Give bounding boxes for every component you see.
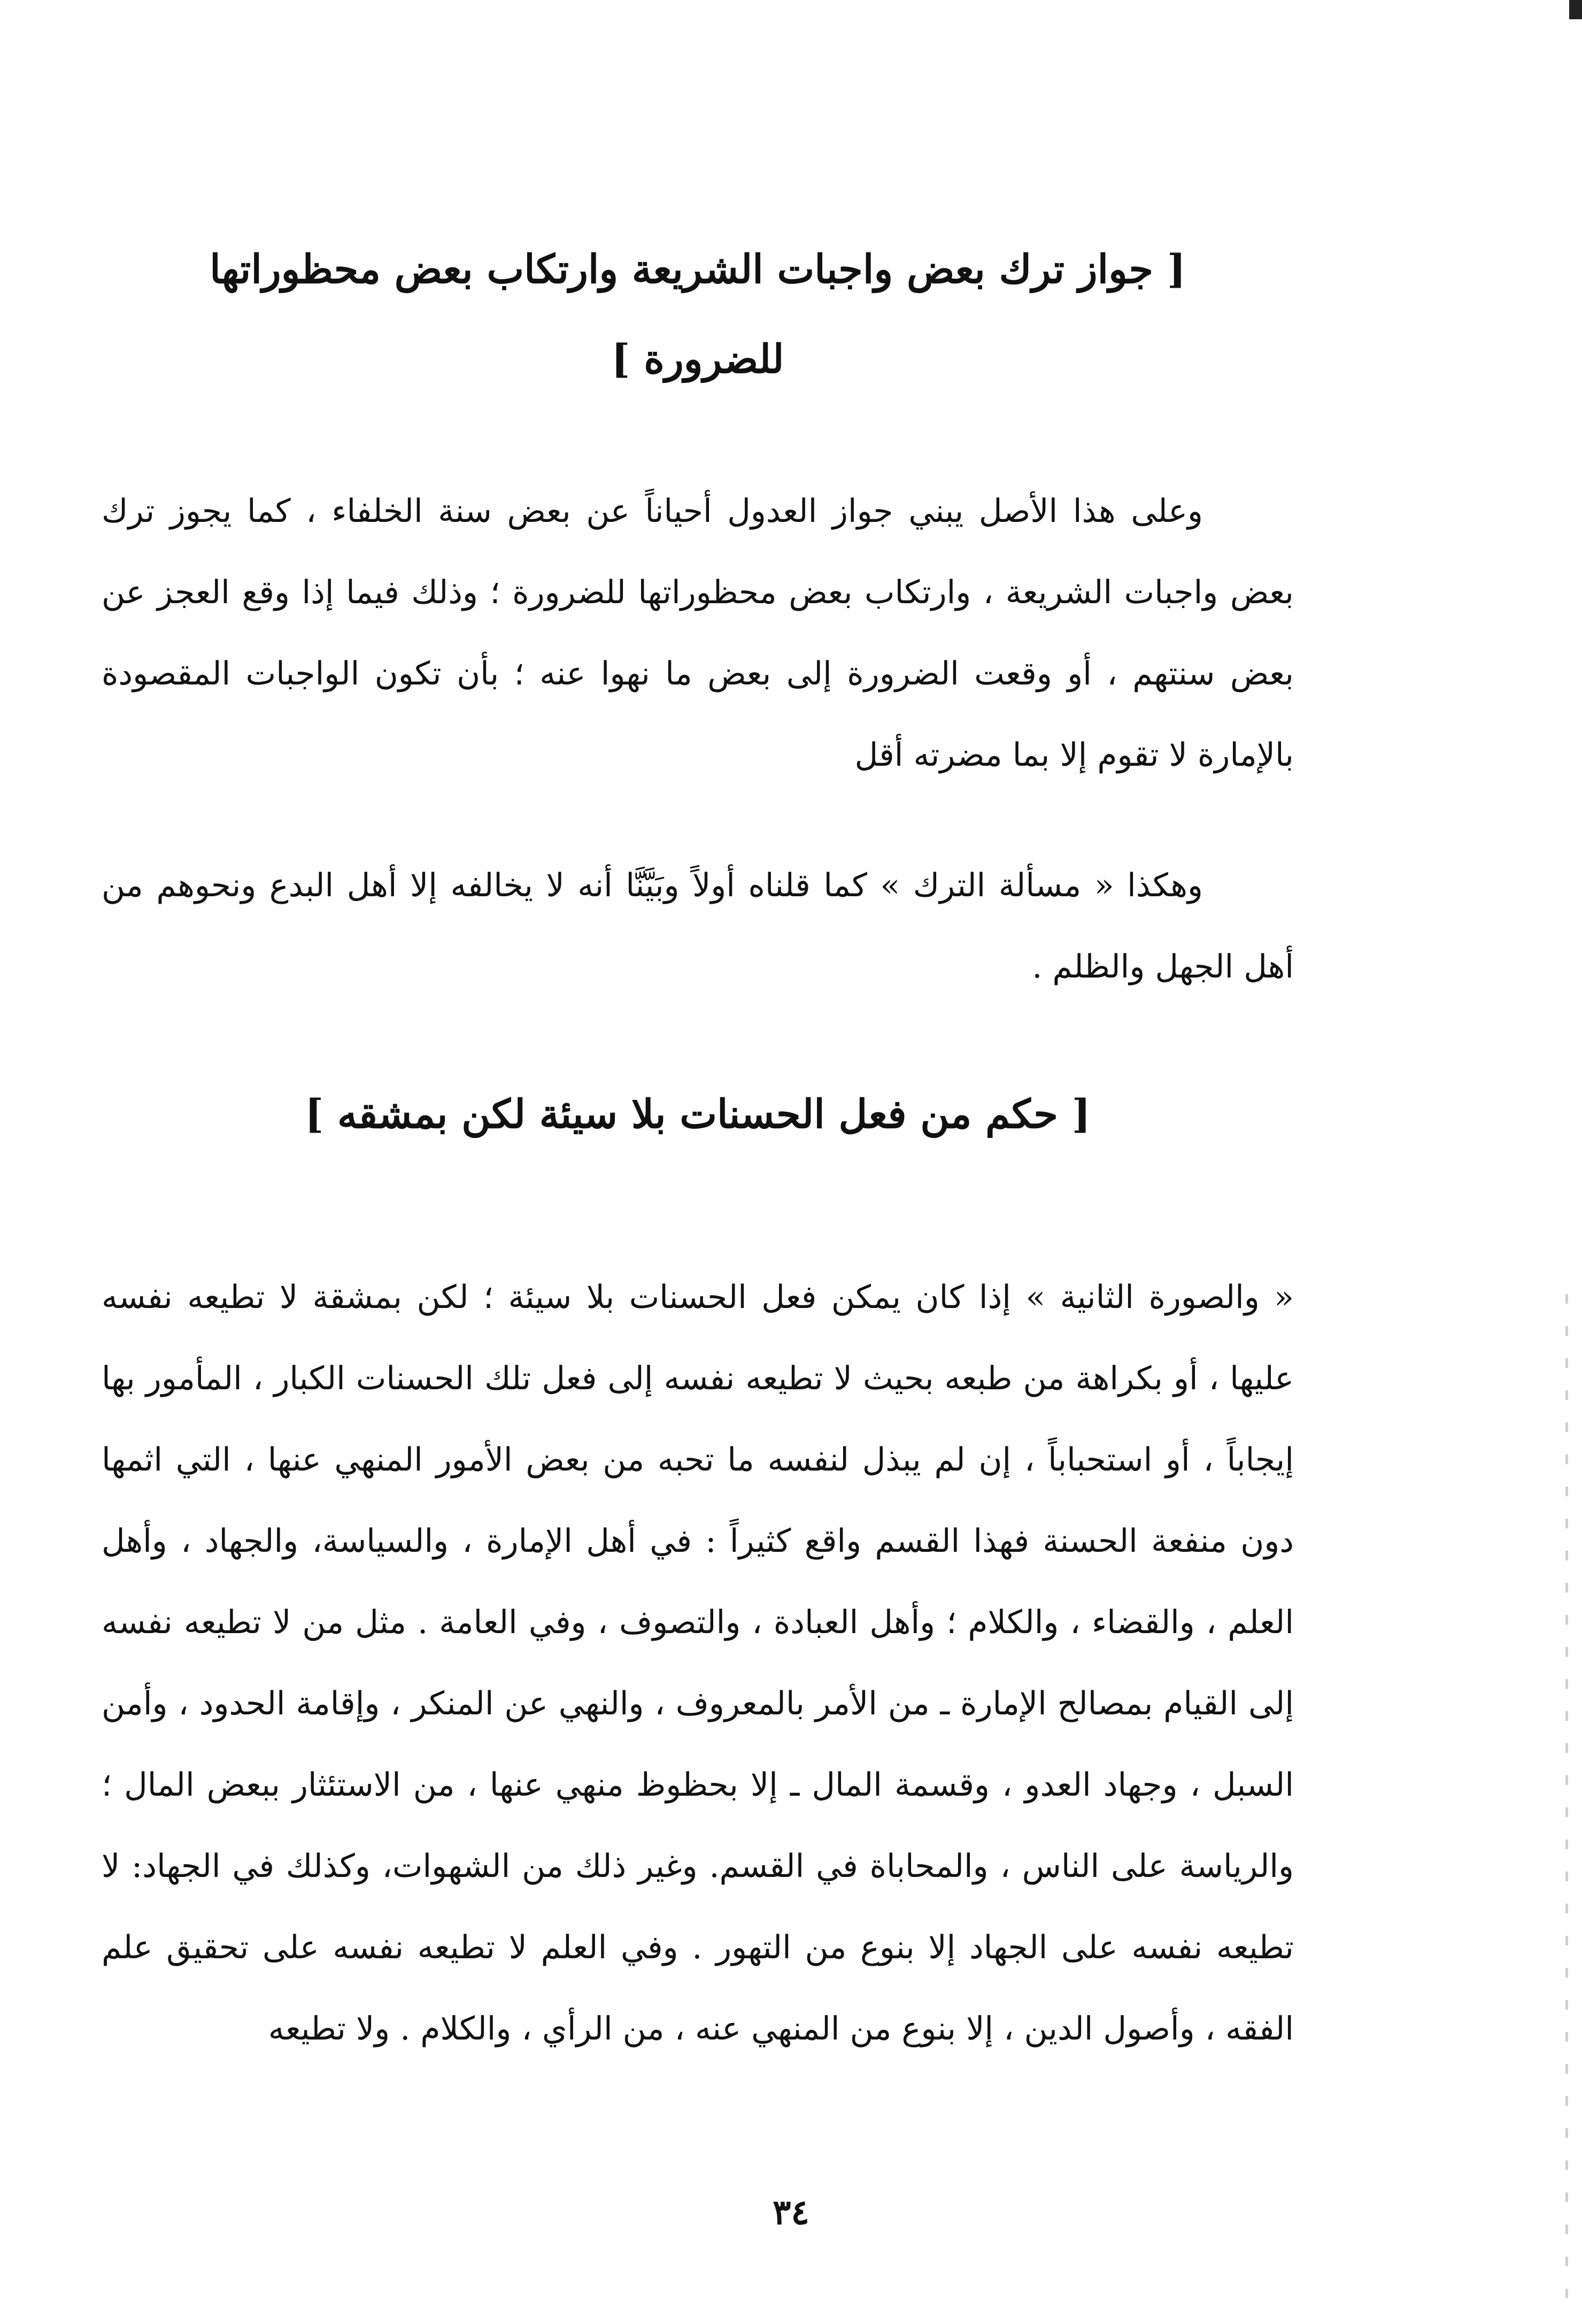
section-heading-necessity — [102, 225, 1305, 404]
paragraph-abandoning-sunna — [102, 471, 1294, 796]
paragraph-abandoning-sunna-text: وعلى هذا الأصل يبني جواز العدول أحياناً عن بعض سنة الخلفاء ، كما يجوز ترك بعض واجبات الشريعة ، وارتكاب بعض محظوراتها للضرورة ؛ وذلك فيما إذا وقع العجز عن بعض سنتهم ، أو وقعت الضرورة إلى بعض ما نهوا عنه ؛ بأن تكون الواجبات المقصودة بالإمارة لا تقوم إلا بما مضرته أقل — [102, 492, 1294, 774]
section-heading-necessity-line-2: للضرورة ] — [611, 336, 784, 382]
scan-corner-mark — [1569, 0, 1582, 19]
paragraph-second-case — [102, 1257, 1294, 2069]
scan-edge-mark — [1565, 1294, 1568, 2310]
paragraph-issue-of-leaving — [102, 845, 1294, 1007]
section-heading-good-deeds-hardship: [ حكم من فعل الحسنات بلا سيئة لكن بمشقه ] — [305, 1091, 1091, 1137]
paragraph-second-case-text: « والصورة الثانية » إذا كان يمكن فعل الحسنات بلا سيئة ؛ لكن بمشقة لا تطيعه نفسه عليها ، أو بكراهة من طبعه بحيث لا تطيعه نفسه إلى فعل تلك الحسنات الكبار ، المأمور بها إيجاباً ، أو استحباباً ، إن لم يبذل لنفسه ما تحبه من بعض الأمور المنهي عنها ، التي اثمها دون منفعة الحسنة فهذا القسم واقع كثيراً : في أهل الإمارة ، والسياسة، والجهاد ، وأهل العلم ، والقضاء ، والكلام ؛ وأهل العبادة ، والتصوف ، وفي العامة . مثل من لا تطيعه نفسه إلى القيام بمصالح الإمارة ـ من الأمر بالمعروف ، والنهي عن المنكر ، وإقامة الحدود ، وأمن السبل ، وجهاد العدو ، وقسمة المال ـ إلا بحظوظ منهي عنها ، من الاستئثار ببعض المال ؛ والرياسة على الناس ، والمحاباة في القسم. وغير ذلك من الشهوات، وكذلك في الجهاد: لا تطيعه نفسه على الجهاد إلا بنوع من التهور . وفي العلم لا تطيعه نفسه على تحقيق علم الفقه ، وأصول الدين ، إلا بنوع من المنهي عنه ، من الرأي ، والكلام . ولا تطيعه — [102, 1279, 1294, 2048]
paragraph-issue-of-leaving-text: وهكذا « مسألة الترك » كما قلناه أولاً وبَيَّنَّا أنه لا يخالفه إلا أهل البدع ونحوهم من أهل الجهل والظلم . — [102, 867, 1294, 986]
section-heading-necessity-line-1: [ جواز ترك بعض واجبات الشريعة وارتكاب بعض محظوراتها — [210, 247, 1186, 293]
page-number: ٣٤ — [773, 2192, 809, 2233]
